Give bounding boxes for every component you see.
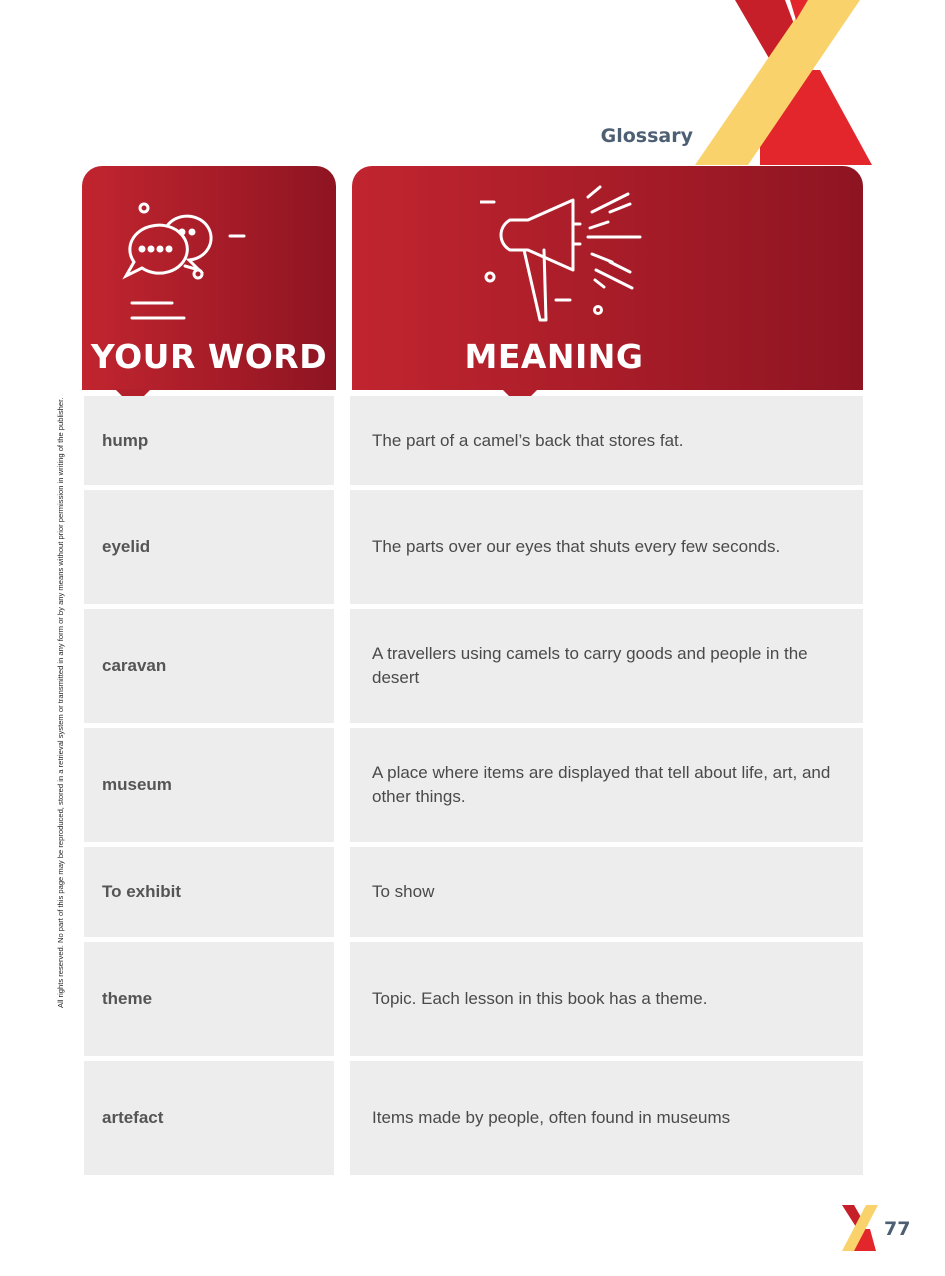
glossary-meaning: Topic. Each lesson in this book has a theme. (350, 942, 863, 1056)
glossary-word: artefact (84, 1061, 336, 1175)
glossary-row (84, 728, 863, 842)
glossary-row (84, 942, 863, 1056)
speech-bubbles-icon (112, 198, 252, 323)
copyright-note: All rights reserved. No part of this page may be reproduced, stored in a retrieval system or transmitted in any form or by any means without prior permission in writing of the publisher. (56, 397, 65, 1008)
meaning-label: MEANING (464, 337, 644, 376)
glossary-meaning: The part of a camel’s back that stores fat. (350, 396, 863, 485)
your-word-label: YOUR WORD (90, 337, 328, 376)
glossary-table (84, 396, 863, 1180)
glossary-row (84, 396, 863, 485)
glossary-meaning: A place where items are displayed that tell about life, art, and other things. (350, 728, 863, 842)
section-title: Glossary (600, 125, 693, 147)
glossary-row (84, 1061, 863, 1175)
glossary-word: caravan (84, 609, 336, 723)
glossary-word: eyelid (84, 490, 336, 604)
glossary-meaning: Items made by people, often found in museums (350, 1061, 863, 1175)
glossary-row (84, 847, 863, 937)
your-word-header (82, 166, 336, 390)
meaning-header (352, 166, 863, 390)
glossary-meaning: To show (350, 847, 863, 937)
glossary-meaning: The parts over our eyes that shuts every few seconds. (350, 490, 863, 604)
glossary-word: To exhibit (84, 847, 336, 937)
page-number: 77 (884, 1218, 911, 1240)
glossary-row (84, 609, 863, 723)
logo-mark (840, 1205, 880, 1251)
glossary-word: theme (84, 942, 336, 1056)
glossary-meaning: A travellers using camels to carry goods and people in the desert (350, 609, 863, 723)
megaphone-icon (480, 182, 655, 332)
glossary-row (84, 490, 863, 604)
corner-decoration (690, 0, 945, 170)
glossary-word: museum (84, 728, 336, 842)
glossary-word: hump (84, 396, 336, 485)
